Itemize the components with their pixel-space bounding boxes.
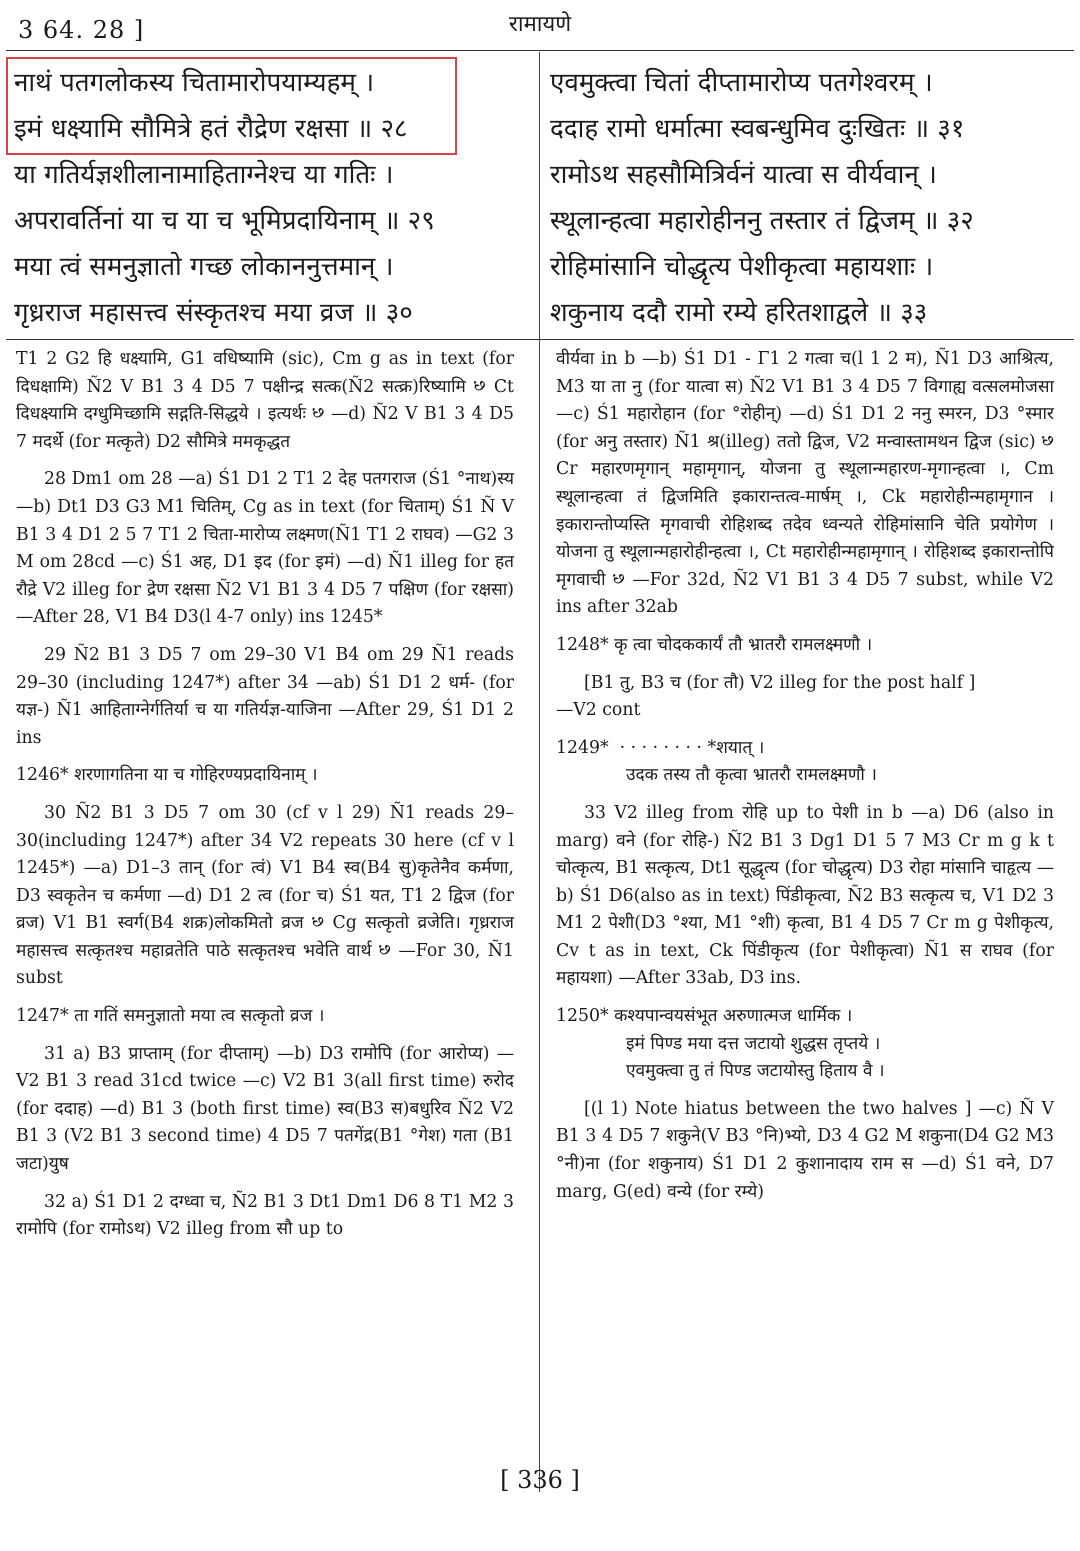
page-number: [ 336 ] <box>500 1466 580 1494</box>
verse-line: मया त्वं समनुज्ञातो गच्छ लोकाननुत्तमान् । <box>14 252 394 282</box>
running-title: रामायणे <box>508 12 572 37</box>
verse-line: ददाह रामो धर्मात्मा स्वबन्धुमिव दुःखितः ॥ ३१ <box>550 114 965 144</box>
note-paragraph: 29 Ñ2 B1 3 D5 7 om 29–30 V1 B4 om 29 Ñ1 reads 29–30 (including 1247*) after 34 —ab) Ś1 D1 2 धर्म- (for यज्ञ-) Ñ1 आहिताग्नेर्गतिर्या च या गतिर्यज्ञ-याजिना —After 29, Ś1 D1 2 ins <box>16 644 514 748</box>
star-passage-line: एवमुक्त्वा तु तं पिण्ड जटायोस्तु हिताय वै । <box>626 1061 885 1082</box>
note-paragraph: 30 Ñ2 B1 3 D5 7 om 30 (cf v l 29) Ñ1 reads 29–30(including 1247*) after 34 V2 repeats 30 here (cf v l 1245*) —a) D1–3 तान् (for त्वं) V1 B4 स्व(B4 सु)कृतेनैव कर्मणा, D3 स्वकृतेन च कर्मणा —d) D1 2 त्व (for च) Ś1 यत, T1 2 द्विज (for व्रज) V1 B1 स्वर्ग(B4 शक्र)लोकमितो व्रज ꣸ Cg सत्कृतो व्रजेति। गृध्रराज महासत्त्व सत्कृतश्च महाव्रतेति पाठे सत्कृतश्च भवेति वार्थ ꣸ —For 30, Ñ1 subst <box>16 802 514 989</box>
verse-line: स्थूलान्हत्वा महारोहीननु तस्तार तं द्विजम् ॥ ३२ <box>550 206 974 236</box>
notes-column-left <box>16 346 514 1244</box>
verse-column-left <box>14 60 529 336</box>
note-paragraph: वीर्यवा in b —b) Ś1 D1 - Γ1 2 गत्वा च(l 1 2 म), Ñ1 D3 आश्रित्य, M3 या ता नु (for यात्वा स) Ñ2 V1 B1 3 4 D5 7 विगाह्य वत्सलमोजसा —c) Ś1 महारोहान (for °रोहीन्) —d) Ś1 D1 2 ननु स्मरन, D3 °स्मार (for अनु तस्तार) Ñ1 श्र(illeg) ततो द्विज, V2 मन्वास्तामथन द्विज (sic) ꣸ Cr महारणमृगान् महामृगान्, योजना तु स्थूलान्महारण-मृगान्हत्वा ।, Cm स्थूलान्हत्वा तं द्विजमिति इकारान्तत्व-मार्षम् ।, Ck महारोहीन्महामृगान । इकारान्तोप्यस्ति मृगवाची रोहिशब्द तदेव ध्वन्यते रोहिमांसानि चेति प्रयोगेण । योजना तु स्थूलान्महारोहीन्हत्वा ।, Ct महारोहीन्महामृगान् । रोहिशब्द इकारान्तोपि मृगवाची ꣸ —For 32d, Ñ2 V1 B1 3 4 D5 7 subst, while V2 ins after 32ab <box>556 349 1054 618</box>
star-passage: 1247* ता गतिं समनुज्ञातो मया त्व सत्कृतो व्रज । <box>16 1006 325 1027</box>
star-passage: 1249* · · · · · · · · *शयात् । <box>556 737 765 758</box>
note-paragraph: T1 2 G2 हि धक्ष्यामि, G1 वधिष्यामि (sic), Cm g as in text (for दिधक्षामि) Ñ2 V B1 3 4 D5 7 पक्षीन्द्र सत्क(Ñ2 सत्क्र)रिष्यामि ꣸ Ct दिधक्ष्यामि दग्धुमिच्छामि सद्गति-सिद्धये । इत्यर्थः ꣸ —d) Ñ2 V B1 3 4 D5 7 मदर्थे (for मत्कृते) D2 सौमित्रे ममकृद्धत <box>16 349 514 452</box>
header-rule <box>6 50 1074 51</box>
note-paragraph: 33 V2 illeg from रोहि up to पेशी in b —a) D6 (also in marg) वने (for रोहि-) Ñ2 B1 3 Dg1 D1 5 7 M3 Cr m g k t चोत्कृत्य, B1 सत्कृत्य, Dt1 सूद्धृत्य (for चोद्धृत्य) D3 रोहा मांसानि चाहृत्य —b) Ś1 D6(also as in text) पिंडीकृत्वा, Ñ2 B3 सत्कृत्य च, V1 D2 3 M1 2 पेशी(D3 °श्या, M1 °शी) कृत्वा, B1 4 D5 7 Cr m g पेशीकृत्य, Cv t as in text, Ck पिंडीकृत्य (for पेशीकृत्वा) Ñ1 स राघव (for महायशा) —After 33ab, D3 ins. <box>556 802 1054 989</box>
note-paragraph: —V2 cont <box>556 700 641 721</box>
star-passage: 1246* शरणागतिना या च गोहिरण्यप्रदायिनाम् । <box>16 765 318 786</box>
notes-column-right <box>556 346 1054 1206</box>
verse-line: अपरावर्तिनां या च या च भूमिप्रदायिनाम् ॥ २९ <box>14 206 435 236</box>
verse-line: रोहिमांसानि चोद्धृत्य पेशीकृत्वा महायशाः । <box>550 252 934 282</box>
note-paragraph: 32 a) Ś1 D1 2 दग्ध्वा च, Ñ2 B1 3 Dt1 Dm1 D6 8 T1 M2 3 रामोपि (for रामोऽथ) V2 illeg from सौ up to <box>16 1191 514 1240</box>
note-paragraph: [B1 तु, B3 च (for तौ) V2 illeg for the post half ] <box>584 672 976 693</box>
verse-line: शकुनाय ददौ रामो रम्ये हरितशाद्वले ॥ ३३ <box>550 298 928 328</box>
verse-line: गृध्रराज महासत्त्व संस्कृतश्च मया व्रज ॥ ३० <box>14 298 413 328</box>
note-paragraph: 31 a) B3 प्राप्ताम् (for दीप्ताम्) —b) D3 रामोपि (for आरोप्य) —V2 B1 3 read 31cd twice —c) V2 B1 3(all first time) रुरोद (for ददाह) —d) B1 3 (both first time) स्व(B3 स)बधुरिव Ñ2 V2 B1 3 (V2 B1 3 second time) 4 D5 7 पतगेंद्र(B1 °गेश) गता (B1 जटा)युष <box>16 1043 514 1175</box>
verse-line: रामोऽथ सहसौमित्रिर्वनं यात्वा स वीर्यवान् । <box>550 160 937 190</box>
star-passage: 1250* कश्यपान्वयसंभूत अरुणात्मज धार्मिक । <box>556 1006 853 1027</box>
verse-line: या गतिर्यज्ञशीलानामाहिताग्नेश्च या गतिः । <box>14 160 394 190</box>
star-passage-line: इमं पिण्ड मया दत्त जटायो शुद्धस तृप्तये । <box>626 1033 881 1054</box>
verse-line: एवमुक्त्वा चितां दीप्तामारोप्य पतगेश्वरम् । <box>550 68 933 98</box>
verse-column-right <box>550 60 1065 336</box>
column-divider <box>539 52 540 1492</box>
star-passage-line: उदक तस्य तौ कृत्वा भ्रातरौ रामलक्ष्मणौ । <box>626 765 877 786</box>
verse-line: इमं धक्ष्यामि सौमित्रे हतं रौद्रेण रक्षसा ॥ २८ <box>14 114 408 144</box>
star-passage: 1248* कृ त्वा चोदककार्यं तौ भ्रातरौ रामलक्ष्मणौ । <box>556 634 873 655</box>
verse-notes-rule <box>6 339 1074 340</box>
page-header <box>0 0 1080 50</box>
note-paragraph: [(l 1) Note hiatus between the two halves ] —c) Ñ V B1 3 4 D5 7 शकुने(V B3 °नि)भ्यो, D3 4 G2 M शकुना(D4 G2 M3 °नी)ना (for शकुनाय) Ś1 D1 2 कुशानादाय राम स —d) Ś1 वने, D7 marg, G(ed) वन्ये (for रम्ये) <box>556 1098 1054 1202</box>
verse-line: नाथं पतगलोकस्य चितामारोपयाम्यहम् । <box>14 68 375 98</box>
verse-reference: 3 64. 28 ] <box>18 16 145 44</box>
note-paragraph: 28 Dm1 om 28 —a) Ś1 D1 2 T1 2 देह पतगराज (Ś1 °नाथ)स्य —b) Dt1 D3 G3 M1 चितिम्, Cg as in text (for चिताम्) Ś1 Ñ V B1 3 4 D1 2 5 7 T1 2 चिता-मारोप्य लक्ष्मण(Ñ1 T1 2 राघव) —G2 3 M om 28cd —c) Ś1 अह, D1 इद (for इमं) —d) Ñ1 illeg for हत रौद्रे V2 illeg for द्रेण रक्षसा Ñ2 V1 B1 3 4 D5 7 पक्षिण (for रक्षसा) —After 28, V1 B4 D3(l 4-7 only) ins 1245* <box>16 469 514 628</box>
